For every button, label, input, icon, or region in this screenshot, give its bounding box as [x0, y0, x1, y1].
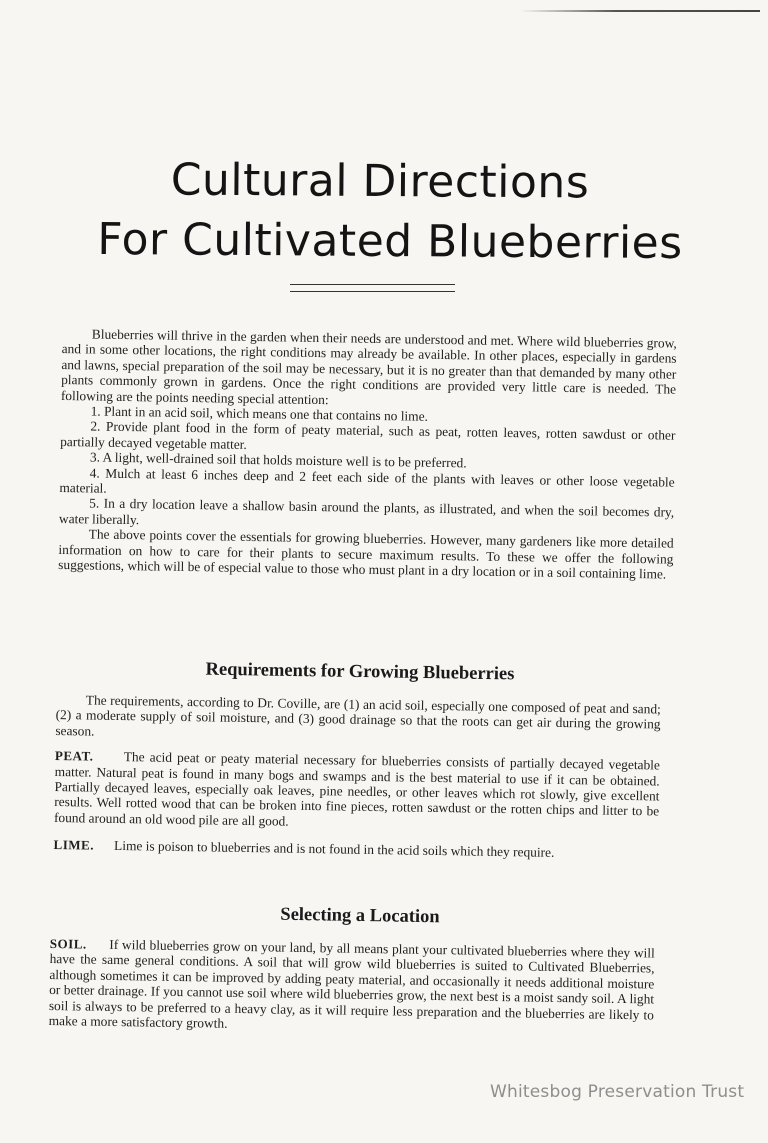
- list-item-5: 5. In a dry location leave a shallow basin around the plants, as illustrated, and when the soil becomes dry, water liberally.: [58, 495, 675, 528]
- peat-text: The acid peat or peaty material necessary for blueberries consists of partially decayed vegetable matter. Natural peat is found in many bogs and swamps and is the best material to use if it can be obtained. Partially decayed leaves, especially oak leaves, pine needles, or other leaves which rot slowly, give excellent results. Well rotted wood that can be broken into fine pieces, rotten sawdust or the rotten chips and litter to be found around an old wood pile are all good.: [53, 749, 661, 829]
- list-item-1: 1. Plant in an acid soil, which means one that contains no lime.: [90, 403, 429, 424]
- summary-paragraph: The above points cover the essentials for growing blueberries. However, many gardeners like more detailed information on how to care for their plants to secure maximum results. To these we offer the following suggestions, which will be of especial value to those who must plant in a dry location or in a soil containing lime.: [58, 526, 674, 582]
- location-heading: Selecting a Location: [280, 904, 440, 928]
- list-item-3: 3. A light, well-drained soil that holds moisture well is to be preferred.: [89, 449, 467, 471]
- requirements-paragraph: The requirements, according to Dr. Coville, are (1) an acid soil, especially one composed of peat and sand; (2) a moderate supply of soil moisture, and (3) good drainage so that the roots can get air during the growing season.: [55, 692, 661, 739]
- title-line-2: For Cultivated Blueberries: [97, 213, 683, 270]
- requirements-section: [53, 692, 660, 862]
- page-edge-mark: [520, 10, 760, 12]
- title-line-1: Cultural Directions: [170, 154, 590, 209]
- list-item-4: 4. Mulch at least 6 inches deep and 2 feet each side of the plants with leaves or other loose vegetable material.: [59, 465, 675, 496]
- peat-term: PEAT.: [54, 748, 94, 764]
- lime-term: LIME.: [53, 837, 95, 853]
- watermark: Whitesbog Preservation Trust: [490, 1082, 745, 1102]
- location-section: [49, 936, 655, 1038]
- soil-text: If wild blueberries grow on your land, by all means plant your cultivated blueberries where they will have the same general conditions. A soil that will grow wild blueberries is suited to Cultivated Blueberries, although sometimes it can be improved by adding peaty material, and occasionally it needs additional moisture or better drainage. If you cannot use soil where wild blueberries grow, the next best is a moist sandy soil. A light soil is always to be preferred to a heavy clay, as it will require less preparation and the blueberries are likely to make a more satisfactory growth.: [48, 936, 655, 1031]
- soil-term: SOIL.: [49, 936, 87, 952]
- intro-paragraph: Blueberries will thrive in the garden when their needs are understood and met. Where wild blueberries grow, and in some other locations, the right conditions may already be available. In other places, especially in gardens and lawns, special preparation of the soil may be necessary, but it is no greater than that demanded by many other plants commonly grown in gardens. Once the right conditions are provided very little care is needed. The following are the points needing special attention:: [60, 326, 677, 407]
- list-item-2: 2. Provide plant food in the form of peaty material, such as peat, rotten leaves, rotten sawdust or other partially decayed vegetable matter.: [60, 418, 676, 452]
- intro-section: [58, 326, 677, 582]
- lime-text: Lime is poison to blueberries and is not found in the acid soils which they require.: [113, 838, 555, 861]
- soil-paragraph: [49, 936, 655, 1038]
- peat-paragraph: [54, 748, 660, 835]
- lime-paragraph: [53, 837, 658, 862]
- title-divider: [290, 284, 455, 292]
- requirements-heading: Requirements for Growing Blueberries: [205, 659, 515, 685]
